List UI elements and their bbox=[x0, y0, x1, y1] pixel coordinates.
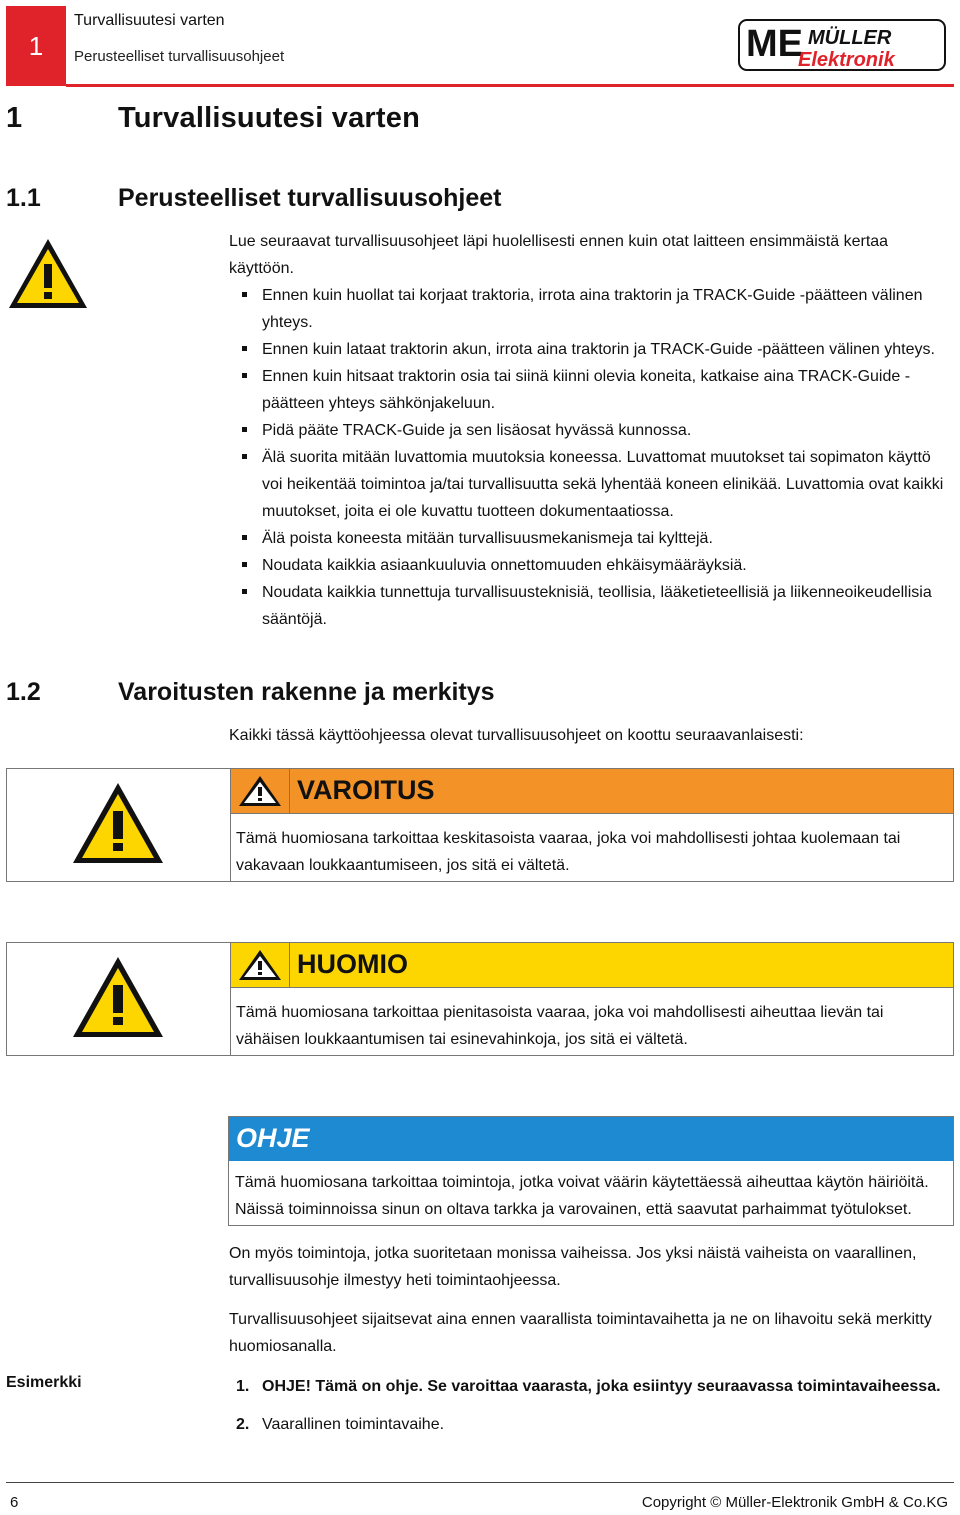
logo-top-text: MÜLLER bbox=[808, 27, 892, 49]
warning-text: Tämä huomiosana tarkoittaa keskitasoista vaaraa, joka voi mahdollisesti johtaa kuolemaan tai vakavaan loukkaantumiseen, jos sitä ei vältetä. bbox=[236, 830, 901, 874]
company-logo bbox=[738, 16, 948, 74]
warning-triangle-icon bbox=[6, 236, 90, 312]
note-title: OHJE bbox=[236, 1123, 310, 1153]
svg-text:ME: ME bbox=[746, 23, 803, 65]
warning-title: VAROITUS bbox=[297, 775, 435, 805]
warning-small-triangle-icon bbox=[237, 775, 283, 807]
list-item: Ennen kuin lataat traktorin akun, irrota aina traktorin ja TRACK-Guide -päätteen välinen yhteys. bbox=[229, 336, 951, 363]
list-item: Älä poista koneesta mitään turvallisuusmekanismeja tai kylttejä. bbox=[229, 525, 951, 552]
list-item: Pidä pääte TRACK-Guide ja sen lisäosat hyvässä kunnossa. bbox=[229, 417, 951, 444]
list-item: Noudata kaikkia asiaankuuluvia onnettomuuden ehkäisymääräyksiä. bbox=[229, 552, 951, 579]
section-1-1-heading: 1.1 Perusteelliset turvallisuusohjeet bbox=[6, 184, 502, 212]
header-title: Turvallisuutesi varten bbox=[74, 12, 225, 29]
warning-box-icon-cell bbox=[7, 769, 231, 881]
copyright-text: Copyright © Müller-Elektronik GmbH & Co.KG bbox=[641, 1494, 948, 1511]
caution-box bbox=[6, 942, 954, 1056]
safety-bullet-list bbox=[229, 282, 951, 633]
list-item: 2. Vaarallinen toimintavaihe. bbox=[236, 1416, 445, 1433]
page-number: 6 bbox=[10, 1494, 19, 1511]
section-1-2-heading: 1.2 Varoitusten rakenne ja merkitys bbox=[6, 678, 495, 706]
caution-text: Tämä huomiosana tarkoittaa pienitasoista vaaraa, joka voi mahdollisesti aiheuttaa lievän tai vähäisen loukkaantumisen tai esinevahinkoja, jos sitä ei vältetä. bbox=[236, 1004, 884, 1048]
note-text: Tämä huomiosana tarkoittaa toimintoja, jotka voivat väärin käytettäessä aiheuttaa käytön häiriöitä. Näissä toiminnoissa sinun on oltava tarkka ja varovainen, että saavutat parhaimmat työtulokset. bbox=[235, 1174, 929, 1218]
header-subtitle: Perusteelliset turvallisuusohjeet bbox=[74, 48, 285, 65]
chapter-number-box: 1 bbox=[6, 6, 66, 86]
location-paragraph: Turvallisuusohjeet sijaitsevat aina ennen vaarallista toimintavaihetta ja ne on lihavoitu sekä merkitty huomiosanalla. bbox=[229, 1311, 932, 1355]
warning-bar bbox=[231, 769, 953, 813]
header-rule bbox=[66, 84, 954, 87]
caution-bar bbox=[231, 943, 953, 987]
warning-triangle-icon bbox=[71, 781, 165, 865]
logo-bottom-text: Elektronik bbox=[798, 49, 895, 71]
caution-box-icon-cell bbox=[7, 943, 231, 1055]
caution-small-triangle-icon bbox=[237, 949, 283, 981]
list-item: Noudata kaikkia tunnettuja turvallisuusteknisiä, teollisia, lääketieteellisiä ja liikenneoikeudellisia sääntöjä. bbox=[229, 579, 951, 633]
caution-title: HUOMIO bbox=[297, 949, 408, 979]
multistep-paragraph: On myös toimintoja, jotka suoritetaan monissa vaiheissa. Jos yksi näistä vaiheista on vaarallinen, turvallisuusohje ilmestyy heti toimintaohjeessa. bbox=[229, 1245, 917, 1289]
section-1-heading: 1 Turvallisuutesi varten bbox=[6, 102, 421, 134]
footer-rule bbox=[6, 1482, 954, 1483]
example-label: Esimerkki bbox=[6, 1374, 82, 1391]
list-item: Ennen kuin huollat tai korjaat traktoria, irrota aina traktorin ja TRACK-Guide -päätteen välinen yhteys. bbox=[229, 282, 951, 336]
warning-box bbox=[6, 768, 954, 882]
example-steps bbox=[236, 1373, 956, 1449]
list-item: 1. OHJE! Tämä on ohje. Se varoittaa vaarasta, joka esiintyy seuraavassa toimintavaiheessa. bbox=[236, 1378, 941, 1395]
note-box bbox=[228, 1116, 954, 1226]
list-item: Ennen kuin hitsaat traktorin osia tai siinä kiinni olevia koneita, katkaise aina TRACK-Guide -päätteen yhteys sähkönjakeluun. bbox=[229, 363, 951, 417]
safety-intro-text: Lue seuraavat turvallisuusohjeet läpi huolellisesti ennen kuin otat laitteen ensimmäistä kertaa käyttöön. bbox=[229, 233, 889, 277]
section-1-2-intro: Kaikki tässä käyttöohjeessa olevat turvallisuusohjeet on koottu seuraavanlaisesti: bbox=[229, 727, 804, 744]
warning-triangle-icon bbox=[71, 955, 165, 1039]
note-bar bbox=[229, 1117, 953, 1161]
list-item: Älä suorita mitään luvattomia muutoksia koneessa. Luvattomat muutokset tai sopimaton käyttö voi heikentää toimintoa ja/tai turvallisuutta sekä lyhentää koneen elinikää. Luvattomia ovat kaikki muutokset, joita ei ole kuvattu tuotteen dokumentaatiossa. bbox=[229, 444, 951, 525]
